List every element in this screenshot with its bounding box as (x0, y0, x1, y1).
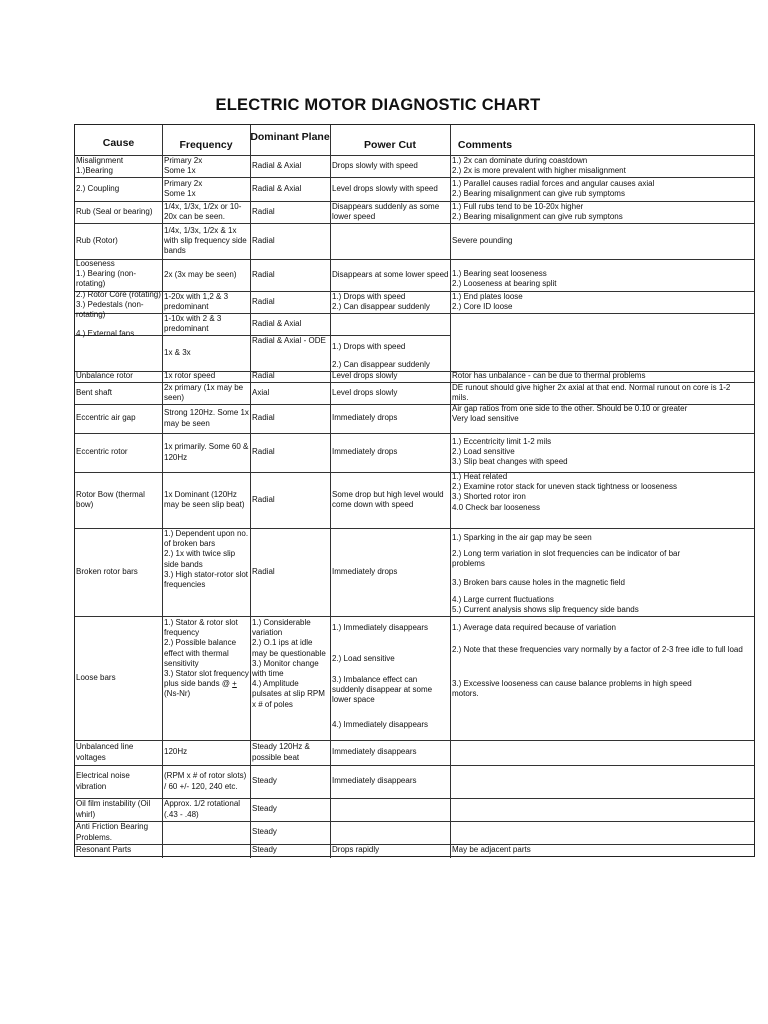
cell-plane: Radial (252, 494, 275, 504)
cell-text: 1.)Bearing (76, 166, 113, 175)
cell-comments: 3.) Excessive looseness can cause balance problems in high speed motors. (452, 679, 692, 699)
cell-power-cut: Immediately drops (332, 566, 398, 576)
cell-comments: Rotor has unbalance - can be due to thermal problems (452, 371, 646, 381)
cell-comments: 1.) Average data required because of variation (452, 623, 616, 632)
cell-text: 1.) Eccentricity limit 1-2 mils (452, 437, 552, 446)
cell-text: 1.) Parallel causes radial forces and angular causes axial (452, 178, 655, 188)
cell-power-cut: Drops rapidly (332, 844, 380, 854)
cell-frequency: Approx. 1/2 rotational (.43 - .48) (164, 799, 241, 819)
cell-comments: 4.) Large current fluctuations (452, 595, 554, 604)
cell-comments: 1.) Sparking in the air gap may be seen (452, 533, 592, 542)
cell-plane: Radial (252, 296, 275, 306)
cell-frequency (163, 616, 250, 740)
cell-comments: 3.) Broken bars cause holes in the magnetic field (452, 578, 625, 587)
cell-frequency: 1/4x, 1/3x, 1/2x & 1x with slip frequency side bands (164, 225, 247, 256)
cell-power-cut: 1.) Immediately disappears (332, 623, 429, 632)
cell-power-cut: 2.) Can disappear suddenly (332, 360, 430, 369)
cell-frequency: 1x rotor speed (164, 371, 216, 381)
cell-cause (75, 155, 162, 177)
cell-text: Primary 2x (164, 178, 203, 188)
cell-cause: Oil film instability (Oil whirl) (76, 799, 151, 819)
cell-plane: Steady (252, 804, 277, 814)
cell-frequency (163, 155, 250, 177)
cell-text: Some 1x (164, 189, 196, 198)
cell-frequency: 1x primarily. Some 60 & 120Hz (164, 442, 249, 462)
cell-power-cut (331, 291, 450, 313)
cell-comments: 2.) Long term variation in slot frequencies can be indicator of bar problems (452, 549, 681, 569)
header-comments: Comments (457, 139, 513, 152)
cell-text: 3.) Slip beat changes with speed (452, 457, 568, 467)
cell-text: 1.) Bearing (non-rotating) (76, 269, 137, 289)
cell-power-cut: Disappears at some lower speed (332, 269, 449, 279)
cell-plane: Radial (252, 206, 275, 216)
cell-text: 4.) External fans (76, 329, 135, 339)
cell-comments (451, 201, 755, 223)
cell-cause: Rub (Rotor) (76, 235, 118, 245)
cell-plane: Radial & Axial (252, 160, 302, 170)
cell-plane: Radial (252, 269, 275, 279)
cell-frequency: 1/4x, 1/3x, 1/2x or 10-20x can be seen. (164, 201, 242, 221)
cell-cause (75, 259, 162, 371)
cell-power-cut: 1.) Drops with speed (332, 342, 406, 351)
cell-text (164, 669, 249, 700)
cell-power-cut: Immediately drops (332, 413, 398, 423)
cell-text: 3.) Pedestals (non-rotating) (76, 299, 144, 320)
cell-text: 2.) Can disappear suddenly (332, 302, 430, 311)
cell-text: 1.) Dependent upon no. of broken bars (164, 529, 249, 549)
cell-comments (451, 472, 716, 528)
cell-cause: Eccentric air gap (76, 413, 136, 423)
cell-frequency (163, 177, 250, 201)
cell-text: Very load sensitive (452, 414, 519, 424)
header-frequency: Frequency (179, 139, 233, 152)
cell-text: 3.) High stator-rotor slot frequencies (164, 569, 249, 590)
cell-frequency: 1x Dominant (120Hz may be seen slip beat) (164, 489, 245, 509)
header-power-cut: Power Cut (364, 139, 416, 152)
cell-power-cut: Immediately drops (332, 447, 398, 457)
cell-plane: Steady (252, 776, 277, 786)
cell-comments (451, 765, 755, 798)
cell-text: 4.) Amplitude pulsates at slip RPM x # of poles (252, 679, 325, 709)
cell-text: Some 1x (164, 166, 196, 175)
cell-power-cut: Level drops slowly (332, 371, 398, 381)
cell-comments (451, 259, 755, 291)
cell-comments: 5.) Current analysis shows slip frequency side bands (452, 605, 639, 614)
cell-cause: 2.) Coupling (76, 183, 120, 193)
cell-text: 1.) Heat related (452, 472, 508, 481)
cell-text: 2.) Looseness at bearing split (452, 279, 557, 288)
cell-cause: Rotor Bow (thermal bow) (76, 489, 145, 509)
cell-plane: Radial (252, 413, 275, 423)
cell-cause: Resonant Parts (76, 844, 132, 854)
cell-cause: Loose bars (76, 672, 116, 682)
cell-frequency (163, 844, 250, 856)
cell-power-cut: 4.) Immediately disappears (332, 720, 429, 729)
cell-plane: Steady (252, 844, 277, 854)
page-title: ELECTRIC MOTOR DIAGNOSTIC CHART (215, 96, 541, 114)
header-dominant-plane: Dominant Plane (250, 131, 330, 144)
cell-frequency: 2x primary (1x may be seen) (164, 382, 244, 402)
cell-comments: Severe pounding (452, 235, 513, 245)
cell-cause: Electrical noise vibration (76, 771, 130, 791)
cell-comments (451, 177, 755, 201)
cell-plane: Radial (252, 447, 275, 457)
cell-text: 2.) Core ID loose (452, 302, 513, 311)
cell-text: 3.) Stator slot frequency plus side bands @ (164, 669, 249, 689)
cell-text: Primary 2x (164, 155, 203, 165)
cell-plane: Steady 120Hz & possible beat (252, 742, 310, 762)
cell-plane: Radial (252, 566, 275, 576)
cell-text: 1.) Drops with speed (332, 291, 406, 301)
cell-text: 2.) Possible balance effect with thermal sensitivity (164, 638, 237, 668)
cell-power-cut: Immediately disappears (332, 776, 417, 786)
cell-text: 2.) Bearing misalignment can give rub symptoms (452, 189, 625, 198)
cell-plane: Radial (252, 235, 275, 245)
cell-power-cut (331, 821, 450, 844)
cell-power-cut: Disappears suddenly as some lower speed (332, 201, 440, 221)
cell-cause: Anti Friction Bearing Problems. (76, 822, 149, 842)
cell-frequency (163, 821, 250, 844)
cell-text: (Ns-Nr) (164, 689, 191, 699)
cell-power-cut: 3.) Imbalance effect can suddenly disappear at some lower space (332, 675, 433, 705)
cell-text: 1.) 2x can dominate during coastdown (452, 155, 588, 165)
diagnostic-table (74, 124, 755, 857)
cell-power-cut: Level drops slowly with speed (332, 183, 438, 193)
cell-cause: Eccentric rotor (76, 447, 128, 457)
cell-plane: Axial (252, 387, 270, 397)
cell-text: Looseness (76, 259, 115, 268)
cell-text: 2.) Examine rotor stack for uneven stack tightness or looseness (452, 482, 677, 492)
cell-cause: Broken rotor bars (76, 566, 138, 576)
cell-text: 3.) Monitor change with time (252, 658, 319, 679)
cell-comments: 2.) Note that these frequencies vary normally by a factor of 2-3 free idle to full load (452, 645, 743, 654)
cell-text: 2.) 2x is more prevalent with higher misalignment (452, 166, 626, 175)
cell-text: 4.0 Check bar looseness (452, 502, 541, 512)
plus-minus-sign: + (232, 679, 237, 689)
cell-frequency: 1x & 3x (164, 347, 191, 357)
cell-text: 1.) Full rubs tend to be 10-20x higher (452, 201, 584, 211)
cell-comments (451, 404, 751, 433)
cell-plane: Steady (252, 827, 277, 837)
cell-text: 2.) O.1 ips at idle may be questionable (252, 638, 326, 658)
cell-text: 2.) Load sensitive (452, 447, 515, 457)
cell-frequency: 1-10x with 2 & 3 predominant (164, 313, 222, 333)
cell-plane: Radial & Axial (252, 318, 302, 328)
cell-cause: Bent shaft (76, 387, 113, 397)
cell-frequency: 120Hz (164, 747, 188, 757)
cell-text: 1.) Considerable variation (252, 618, 311, 638)
cell-text: 2.) Bearing misalignment can give rub symptons (452, 212, 623, 221)
cell-power-cut: 2.) Load sensitive (332, 654, 395, 663)
cell-power-cut (331, 798, 450, 821)
cell-plane: Radial & Axial (252, 183, 302, 193)
cell-text: 3.) Shorted rotor iron (452, 492, 526, 502)
cell-text: Air gap ratios from one side to the other. Should be 0.10 or greater (452, 404, 688, 413)
cell-cause: Rub (Seal or bearing) (76, 206, 153, 216)
cell-power-cut: Drops slowly with speed (332, 160, 418, 170)
cell-comments (451, 821, 755, 844)
cell-power-cut: Immediately disappears (332, 747, 417, 757)
header-cause: Cause (102, 137, 135, 150)
cell-frequency: (RPM x # of rotor slots) / 60 +/- 120, 240 etc. (164, 771, 247, 791)
cell-cause: Unbalance rotor (76, 371, 133, 381)
cell-cause: Unbalanced line voltages (76, 742, 134, 762)
cell-comments (451, 740, 755, 765)
cell-text: Misalignment (76, 155, 124, 165)
cell-power-cut: Level drops slowly (332, 387, 398, 397)
cell-plane (251, 616, 330, 740)
cell-frequency (163, 528, 250, 616)
cell-frequency: 1-20x with 1,2 & 3 predominant (164, 291, 229, 311)
cell-plane: Radial (252, 371, 275, 381)
cell-power-cut (331, 223, 450, 259)
cell-comments: May be adjacent parts (452, 844, 531, 854)
cell-text: 1.) Bearing seat looseness (452, 268, 547, 278)
cell-text: 2.) 1x with twice slip side bands (164, 549, 236, 569)
cell-comments: DE runout should give higher 2x axial at that end. Normal runout on core is 1-2 mils. (452, 382, 731, 402)
cell-frequency: Strong 120Hz. Some 1x may be seen (164, 408, 249, 428)
cell-text: 2.) Rotor Core (rotating) (76, 289, 161, 299)
cell-comments (451, 433, 755, 472)
cell-text: 1.) Stator & rotor slot frequency (164, 618, 238, 638)
cell-comments (451, 291, 755, 313)
cell-plane: Radial & Axial - ODE (252, 336, 326, 345)
cell-text: 1.) End plates loose (452, 291, 523, 301)
cell-comments (451, 155, 755, 177)
cell-comments (451, 798, 755, 821)
cell-frequency: 2x (3x may be seen) (164, 269, 237, 279)
cell-power-cut: Some drop but high level would come down with speed (332, 489, 444, 509)
